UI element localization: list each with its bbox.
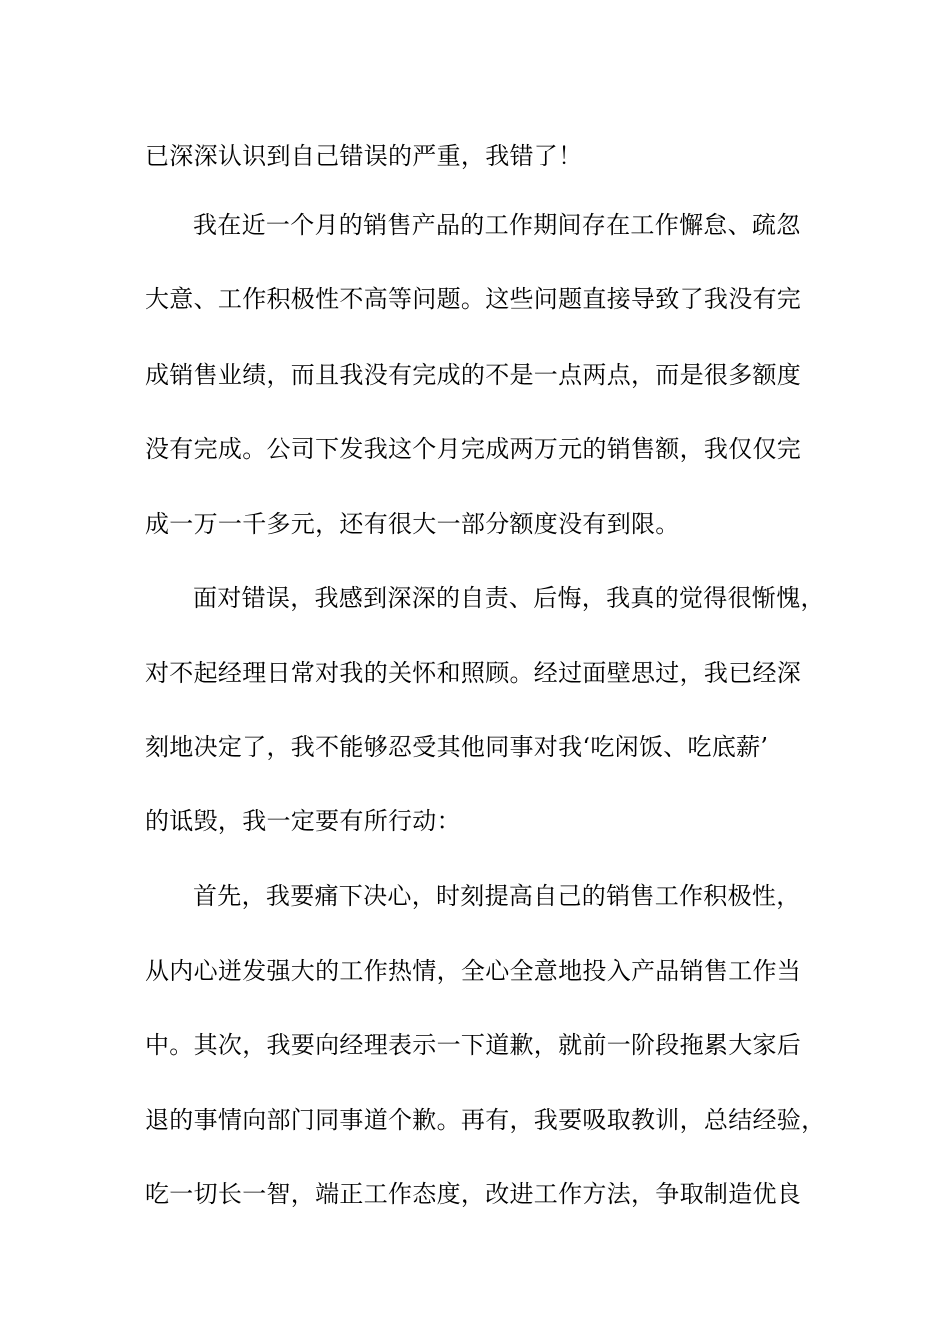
text-line-2: 我在近一个月的销售产品的工作期间存在工作懈怠、疏忽: [193, 211, 801, 239]
text-line-13: 中。其次，我要向经理表示一下道歉，就前一阶段拖累大家后: [145, 1031, 802, 1059]
text-line-11: 首先，我要痛下决心，时刻提高自己的销售工作积极性，: [193, 882, 801, 910]
text-line-6: 成一万一千多元，还有很大一部分额度没有到限。: [145, 510, 680, 538]
text-line-3: 大意、工作积极性不高等问题。这些问题直接导致了我没有完: [145, 285, 802, 313]
text-line-14: 退的事情向部门同事道个歉。再有，我要吸取教训，总结经验，: [145, 1106, 826, 1134]
text-line-8: 对不起经理日常对我的关怀和照顾。经过面壁思过，我已经深: [145, 659, 802, 687]
text-line-9: 刻地决定了，我不能够忍受其他同事对我‘吃闲饭、吃底薪’: [145, 733, 769, 761]
text-line-7: 面对错误，我感到深深的自责、后悔，我真的觉得很惭愧，: [193, 584, 825, 612]
text-line-10: 的诋毁，我一定要有所行动：: [145, 807, 461, 835]
text-line-5: 没有完成。公司下发我这个月完成两万元的销售额，我仅仅完: [145, 435, 802, 463]
text-line-15: 吃一切长一智，端正工作态度，改进工作方法，争取制造优良: [145, 1180, 802, 1208]
text-line-4: 成销售业绩，而且我没有完成的不是一点两点，而是很多额度: [145, 361, 802, 389]
text-line-1: 已深深认识到自己错误的严重，我错了！: [145, 142, 583, 170]
text-line-12: 从内心迸发强大的工作热情，全心全意地投入产品销售工作当: [145, 957, 802, 985]
